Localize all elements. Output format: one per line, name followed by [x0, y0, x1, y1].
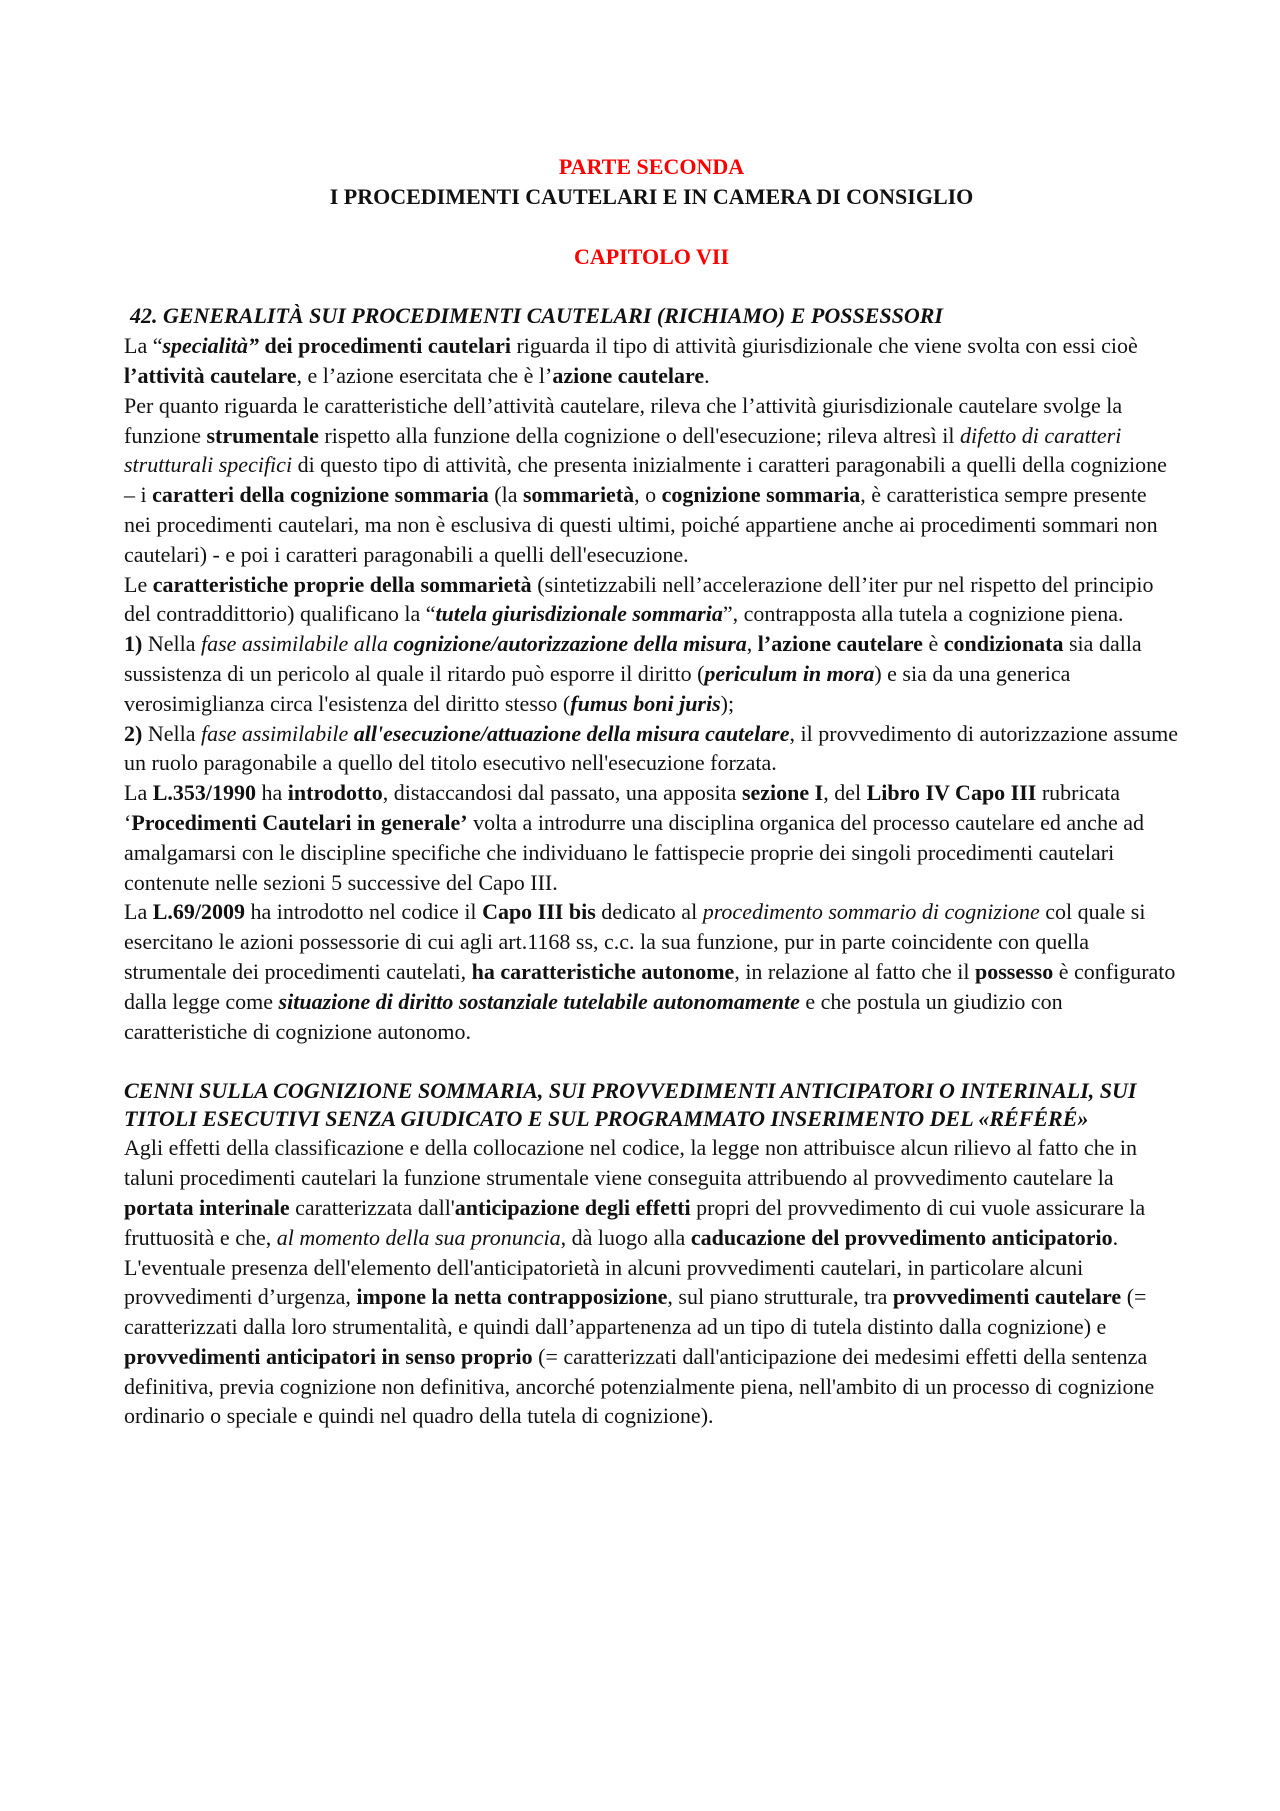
part-title: PARTE SECONDA: [558, 154, 745, 179]
paragraph: L'eventuale presenza dell'elemento dell'anticipatorietà in alcuni provvedimenti cautelari, in particolare alcuni provvedimenti d’urgenza, impone la netta contrapposizione, sul piano strutturale, tra provvedimenti cautelare (= caratterizzati dalla loro strumentalità, e quindi dall’appartenenza ad un tipo di tutela distinto dalla cognizione) e provvedimenti anticipatori in senso proprio (= caratterizzati dall'anticipazione dei medesimi effetti della sentenza definitiva, previa cognizione non definitiva, ancorché potenzialmente piena, nell'ambito di un processo di cognizione ordinario o speciale e quindi nel quadro della tutela di cognizione).: [124, 1254, 1155, 1429]
section-heading: 42. GENERALITÀ SUI PROCEDIMENTI CAUTELARI (RICHIAMO) E POSSESSORI: [130, 303, 943, 329]
paragraph: 1) Nella fase assimilabile alla cognizione/autorizzazione della misura, l’azione cautelare è condizionata sia dalla sussistenza di un pericolo al quale il ritardo può esporre il diritto (periculum in mora) e sia da una generica verosimiglianza circa l'esistenza del diritto stesso (fumus boni juris);: [124, 631, 1142, 716]
section-heading: CENNI SULLA COGNIZIONE SOMMARIA, SUI PROVVEDIMENTI ANTICIPATORI O INTERINALI, SUI TITOLI ESECUTIVI SENZA GIUDICATO E SUL PROGRAMMATO INSERIMENTO DEL «RÉFÉRÉ»: [124, 1078, 1137, 1132]
chapter-title: CAPITOLO VII: [573, 243, 730, 269]
paragraph: Agli effetti della classificazione e della collocazione nel codice, la legge non attribuisce alcun rilievo al fatto che in taluni procedimenti cautelari la funzione strumentale viene conseguita attribuendo al provvedimento cautelare la portata interinale caratterizzata dall'anticipazione degli effetti propri del provvedimento di cui vuole assicurare la fruttuosità e che, al momento della sua pronuncia, dà luogo alla caducazione del provvedimento anticipatorio.: [124, 1135, 1146, 1250]
paragraph: La L.353/1990 ha introdotto, distaccandosi dal passato, una apposita sezione I, del Libro IV Capo III rubricata ‘Procedimenti Cautelari in generale’ volta a introdurre una disciplina organica del processo cautelare ed anche ad amalgamarsi con le discipline specifiche che individuano le fattispecie proprie dei singoli procedimenti cautelari contenute nelle sezioni 5 successive del Capo III.: [124, 780, 1144, 895]
document-page: [124, 152, 1179, 1431]
paragraph: 2) Nella fase assimilabile all'esecuzione/attuazione della misura cautelare, il provvedimento di autorizzazione assume un ruolo paragonabile a quello del titolo esecutivo nell'esecuzione forzata.: [124, 720, 1179, 776]
paragraph: La L.69/2009 ha introdotto nel codice il Capo III bis dedicato al procedimento sommario di cognizione col quale si esercitano le azioni possessorie di cui agli art.1168 ss, c.c. la sua funzione, pur in parte coincidente con quella strumentale dei procedimenti cautelati, ha caratteristiche autonome, in relazione al fatto che il possesso è configurato dalla legge come situazione di diritto sostanziale tutelabile autonomamente e che postula un giudizio con caratteristiche di cognizione autonomo.: [124, 899, 1176, 1044]
paragraph: Le caratteristiche proprie della sommarietà (sintetizzabili nell’accelerazione dell’iter pur nel rispetto del principio del contraddittorio) qualificano la “tutela giurisdizionale sommaria”, contrapposta alla tutela a cognizione piena.: [124, 571, 1154, 627]
paragraph: La “specialità” dei procedimenti cautelari riguarda il tipo di attività giurisdizionale che viene svolta con essi cioè l’attività cautelare, e l’azione esercitata che è l’azione cautelare.: [124, 333, 1138, 388]
paragraph: Per quanto riguarda le caratteristiche dell’attività cautelare, rileva che l’attività giurisdizionale cautelare svolge la funzione strumentale rispetto alla funzione della cognizione o dell'esecuzione; rileva altresì il difetto di caratteri strutturali specifici di questo tipo di attività, che presenta inizialmente i caratteri paragonabili a quelli della cognizione – i caratteri della cognizione sommaria (la sommarietà, o cognizione sommaria, è caratteristica sempre presente nei procedimenti cautelari, ma non è esclusiva di questi ultimi, poiché appartiene anche ai procedimenti sommari non cautelari) - e poi i caratteri paragonabili a quelli dell'esecuzione.: [124, 392, 1167, 567]
part-subtitle: I PROCEDIMENTI CAUTELARI E IN CAMERA DI CONSIGLIO: [329, 183, 974, 209]
